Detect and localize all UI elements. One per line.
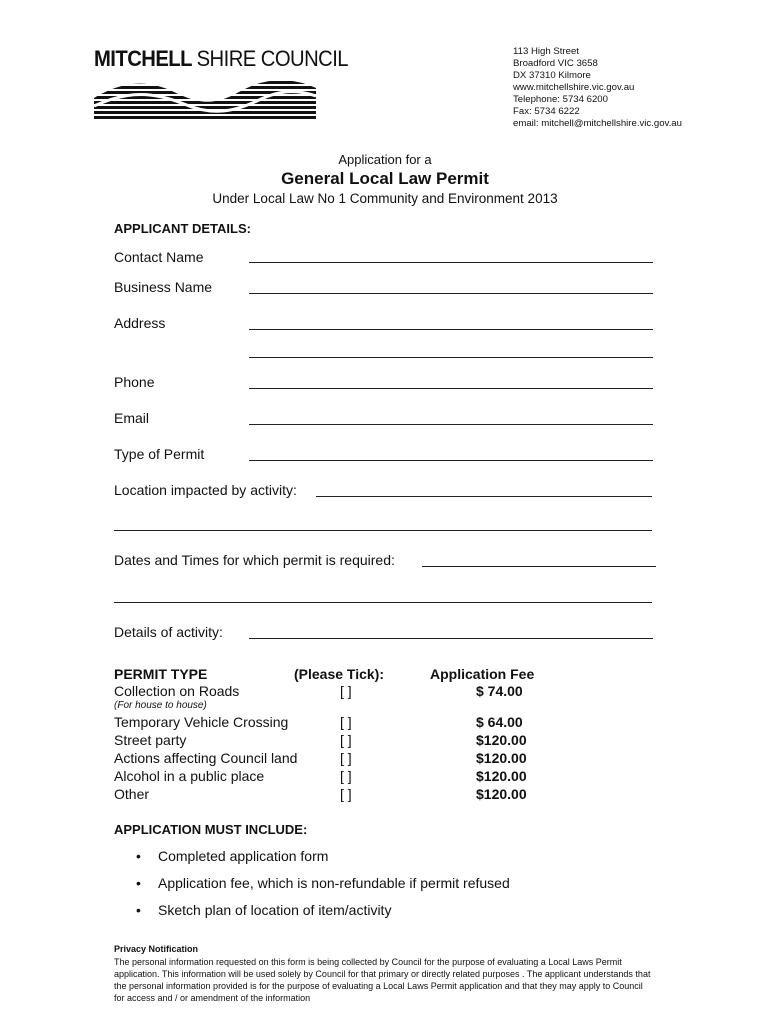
tick-box-actions-affecting-council-land[interactable]: [ ] [340,750,352,766]
address-field-line-2[interactable] [249,357,653,358]
must-include-heading: APPLICATION MUST INCLUDE: [114,822,308,837]
must-include-item: Sketch plan of location of item/activity [158,902,392,918]
fee-alcohol-in-public-place: $120.00 [476,768,527,784]
council-logo-wordmark [94,46,348,72]
tick-box-other[interactable]: [ ] [340,786,352,802]
privacy-heading: Privacy Notification [114,944,199,954]
details-of-activity-label: Details of activity: [114,624,223,640]
permit-type-collection-on-roads: Collection on Roads [114,683,240,699]
business-name-label: Business Name [114,279,213,295]
collection-note: (For house to house) [114,700,207,711]
applicant-details-heading: APPLICANT DETAILS: [114,221,251,236]
council-contact-details [513,46,682,130]
contact-address-street: 113 High Street [513,46,579,57]
bullet-icon: • [136,902,141,918]
tick-box-temporary-vehicle-crossing[interactable]: [ ] [340,714,352,730]
address-label: Address [114,315,166,331]
page-title: General Local Law Permit [281,169,489,188]
council-logo-wave-icon [94,76,316,122]
contact-address-town: Broadford VIC 3658 [513,58,598,69]
contact-fax: Fax: 5734 6222 [513,106,580,117]
phone-label: Phone [114,374,155,390]
location-field-line-1[interactable] [316,496,652,497]
tick-box-collection-on-roads[interactable]: [ ] [340,683,352,699]
email-field[interactable] [249,424,653,425]
council-name-bold: MITCHELL [94,46,192,71]
fee-collection-on-roads: $ 74.00 [476,683,523,699]
dates-times-label: Dates and Times for which permit is required: [114,552,395,568]
subtitle-local-law: Under Local Law No 1 Community and Environment 2013 [212,191,558,206]
permit-type-actions-affecting-council-land: Actions affecting Council land [114,750,298,766]
details-of-activity-field[interactable] [249,638,653,639]
address-field-line-1[interactable] [249,329,653,330]
type-of-permit-field[interactable] [249,460,653,461]
contact-name-label: Contact Name [114,249,204,265]
bullet-icon: • [136,848,141,864]
fee-street-party: $120.00 [476,732,527,748]
tick-box-alcohol-in-public-place[interactable]: [ ] [340,768,352,784]
tick-box-street-party[interactable]: [ ] [340,732,352,748]
permit-type-other: Other [114,786,150,802]
permit-type-street-party: Street party [114,732,187,748]
dates-times-field-line-1[interactable] [422,566,656,567]
permit-type-alcohol-in-public-place: Alcohol in a public place [114,768,265,784]
business-name-field[interactable] [249,293,653,294]
fee-temporary-vehicle-crossing: $ 64.00 [476,714,523,730]
email-label: Email [114,410,150,426]
fee-actions-affecting-council-land: $120.00 [476,750,527,766]
must-include-item: Completed application form [158,848,329,864]
bullet-icon: • [136,875,141,891]
location-field-line-2[interactable] [114,530,652,531]
application-for-text: Application for a [338,152,432,167]
contact-email: email: mitchell@mitchellshire.vic.gov.au [513,118,682,129]
permit-type-temporary-vehicle-crossing: Temporary Vehicle Crossing [114,714,289,730]
please-tick-heading: (Please Tick): [294,666,385,682]
must-include-item: Application fee, which is non-refundable if permit refused [158,875,510,891]
permit-type-heading: PERMIT TYPE [114,666,208,682]
contact-telephone: Telephone: 5734 6200 [513,94,608,105]
contact-website: www.mitchellshire.vic.gov.au [513,82,635,93]
fee-other: $120.00 [476,786,527,802]
contact-dx: DX 37310 Kilmore [513,70,591,81]
dates-times-field-line-2[interactable] [114,602,652,603]
type-of-permit-label: Type of Permit [114,446,205,462]
privacy-text: The personal information requested on this form is being collected by Council for the purpose of evaluating a Local Laws Permit application. This information will be used solely by Council for that primary or directly related purposes . The applicant understands that the personal information provided is for the purpose of evaluating a Local Laws Permit application and that they may apply to Council for access and / or amendment of the information [114,957,651,1003]
location-label: Location impacted by activity: [114,482,297,498]
application-fee-heading: Application Fee [430,666,535,682]
contact-name-field[interactable] [249,262,653,263]
council-name-light: SHIRE COUNCIL [196,46,349,71]
phone-field[interactable] [249,388,653,389]
